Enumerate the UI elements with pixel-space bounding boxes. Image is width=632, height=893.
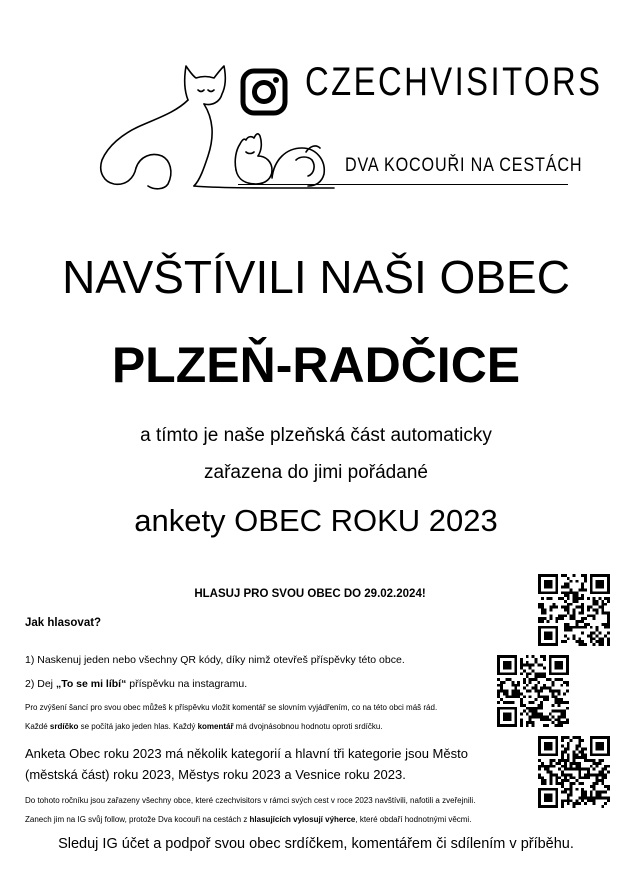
follow-note-winners: hlasujících vylosují výherce [249, 815, 356, 824]
header-rule [238, 184, 568, 185]
poll-title: ankety OBEC ROKU 2023 [134, 503, 498, 538]
vote-note-comment: komentář [197, 722, 234, 731]
chance-note: Pro zvýšení šancí pro svou obec můžeš k příspěvku vložit komentář se slovním vyjádřením, co na této obci máš rád. [25, 703, 438, 712]
follow-note-c: , které obdaří hodnotnými věcmi. [355, 815, 472, 824]
qr-code-2[interactable] [497, 655, 569, 727]
town-name: PLZEŇ-RADČICE [111, 337, 521, 393]
instagram-icon [240, 68, 288, 116]
year-note: Do tohoto ročníku jsou zařazeny všechny obce, které czechvisitors v rámci svých cest v roce 2023 navštívili, nafotili a zveřejnili. [25, 796, 476, 805]
step-2 [25, 678, 247, 690]
vote-deadline: HLASUJ PRO SVOU OBEC DO 29.02.2024! [194, 588, 426, 600]
follow-note-a: Zanech jim na IG svůj follow, protože Dva kocouři na cestách z [25, 815, 250, 824]
footer-call-to-action: Sleduj IG účet a podpoř svou obec srdíčkem, komentářem či sdílením v příběhu. [58, 836, 574, 852]
step-2-pre: 2) Dej [25, 678, 56, 690]
qr-code-1[interactable] [538, 574, 610, 646]
categories-text: Anketa Obec roku 2023 má několik kategorií a hlavní tři kategorie jsou Město (městská část) roku 2023, Městys roku 2023 a Vesnice roku 2023. [25, 746, 468, 782]
qr-code-3[interactable] [538, 736, 610, 808]
vote-note-a: Každé [25, 722, 50, 731]
vote-note [25, 722, 383, 731]
how-to-vote-title: Jak hlasovat? [25, 617, 102, 629]
intro-line-2: zařazena do jimi pořádané [204, 462, 428, 483]
vote-note-c: se počítá jako jeden hlas. Každý [78, 722, 198, 731]
headline: NAVŠTÍVILI NAŠI OBEC [62, 251, 570, 303]
vote-note-e: má dvojnásobnou hodnotu oproti srdíčku. [233, 722, 383, 731]
brand-tagline: DVA KOCOUŘI NA CESTÁCH [345, 155, 583, 176]
step-2-post: příspěvku na instagramu. [126, 678, 248, 690]
brand-name: CZECHVISITORS [305, 60, 603, 104]
cats-line-art-logo [96, 60, 336, 195]
step-1: 1) Naskenuj jeden nebo všechny QR kódy, díky nimž otevřeš příspěvky této obce. [25, 654, 405, 666]
step-2-like: „To se mi líbí“ [55, 678, 127, 690]
intro-line-1: a tímto je naše plzeňská část automaticky [140, 425, 492, 446]
follow-note [25, 815, 471, 824]
vote-note-heart: srdíčko [49, 722, 79, 731]
